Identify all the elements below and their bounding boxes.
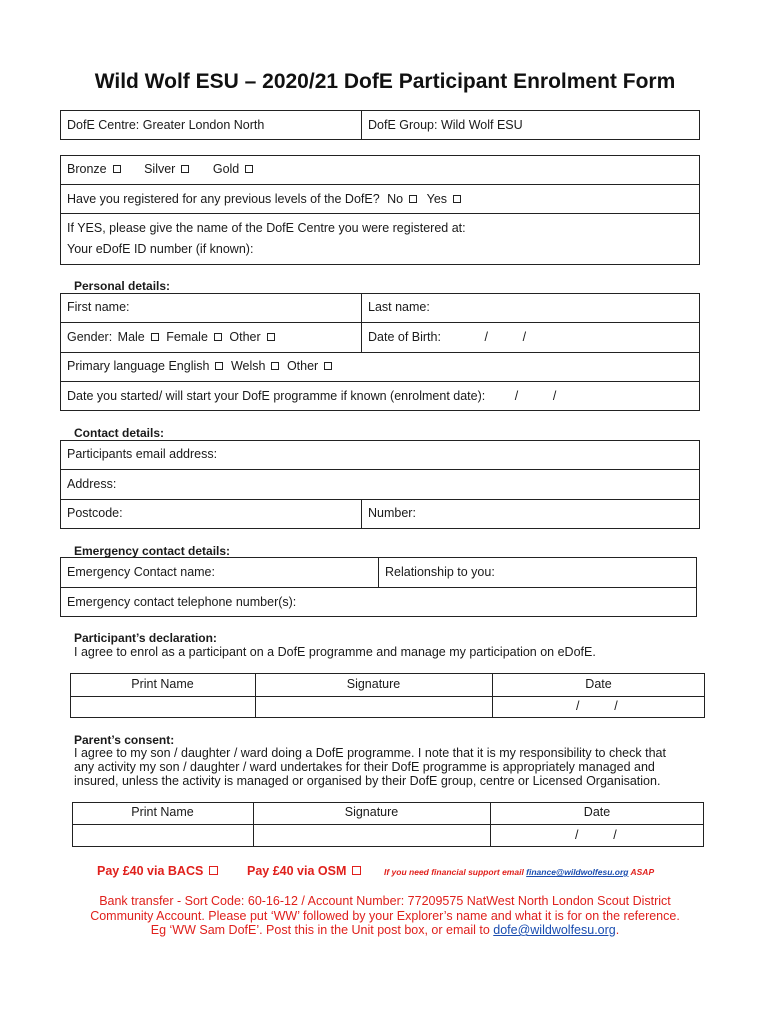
- checkbox-icon[interactable]: [215, 362, 223, 370]
- checkbox-icon[interactable]: [324, 362, 332, 370]
- declaration-date-input[interactable]: / /: [576, 699, 618, 713]
- previous-no-checkbox[interactable]: No: [387, 192, 417, 206]
- number-field[interactable]: Number:: [368, 506, 416, 520]
- dofe-group-label: DofE Group: Wild Wolf ESU: [368, 118, 523, 132]
- form-title: Wild Wolf ESU – 2020/21 DofE Participant Enrolment Form: [94, 70, 676, 93]
- consent-date-input[interactable]: / /: [575, 828, 617, 842]
- dofe-email-link[interactable]: dofe@wildwolfesu.org: [493, 923, 616, 937]
- other-gender-checkbox[interactable]: Other: [229, 330, 274, 344]
- dob-slashes: / /: [484, 330, 527, 344]
- checkbox-icon[interactable]: [181, 165, 189, 173]
- checkbox-icon[interactable]: [271, 362, 279, 370]
- checkbox-icon[interactable]: [113, 165, 121, 173]
- checkbox-icon[interactable]: [245, 165, 253, 173]
- bronze-checkbox[interactable]: Bronze: [67, 162, 121, 176]
- first-name-field[interactable]: First name:: [67, 300, 130, 314]
- checkbox-icon[interactable]: [352, 866, 361, 875]
- female-checkbox[interactable]: Female: [166, 330, 222, 344]
- declaration-signature-input[interactable]: [256, 697, 491, 717]
- bank-transfer-line-1: Bank transfer - Sort Code: 60-16-12 / Account Number: 77209575 NatWest North London Scout District: [99, 894, 671, 908]
- parent-consent-line-1: I agree to my son / daughter / ward doing a DofE programme. I note that it is my responsibility to check that: [74, 746, 666, 760]
- email-field[interactable]: Participants email address:: [67, 447, 218, 461]
- consent-date-header: Date: [583, 805, 611, 819]
- welsh-checkbox[interactable]: Welsh: [231, 359, 280, 373]
- emergency-contact-name-field[interactable]: Emergency Contact name:: [67, 565, 215, 579]
- silver-checkbox[interactable]: Silver: [144, 162, 189, 176]
- last-name-field[interactable]: Last name:: [368, 300, 430, 314]
- declaration-print-name-input[interactable]: [71, 697, 254, 717]
- edofe-id-prompt[interactable]: Your eDofE ID number (if known):: [67, 242, 254, 256]
- bank-transfer-line-2: Community Account. Please put ‘WW’ followed by your Explorer’s name and what it is for on the reference.: [90, 909, 680, 923]
- level-options: [67, 162, 253, 176]
- previous-yes-checkbox[interactable]: Yes: [427, 192, 461, 206]
- pay-osm-option[interactable]: Pay £40 via OSM: [247, 864, 361, 878]
- consent-signature-input[interactable]: [254, 825, 489, 846]
- participant-declaration-text: I agree to enrol as a participant on a DofE programme and manage my participation on eDofE.: [74, 645, 596, 659]
- parent-consent-line-3: insured, unless the activity is managed or organised by their DofE group, centre or Licensed Organisation.: [74, 774, 661, 788]
- checkbox-icon[interactable]: [214, 333, 222, 341]
- checkbox-icon[interactable]: [409, 195, 417, 203]
- previous-centre-prompt[interactable]: If YES, please give the name of the DofE Centre you were registered at:: [67, 221, 466, 235]
- checkbox-icon[interactable]: [453, 195, 461, 203]
- other-language-checkbox[interactable]: Other: [287, 359, 332, 373]
- english-checkbox[interactable]: English: [168, 359, 223, 373]
- declaration-date-header: Date: [585, 677, 612, 691]
- contact-details-heading: Contact details:: [74, 426, 165, 440]
- address-field[interactable]: Address:: [67, 477, 117, 491]
- consent-signature-header: Signature: [344, 805, 399, 819]
- bank-transfer-line-3: Eg ‘WW Sam DofE’. Post this in the Unit post box, or email to dofe@wildwolfesu.org.: [150, 923, 620, 937]
- dofe-centre-label: DofE Centre: Greater London North: [67, 118, 265, 132]
- enrolment-date-field[interactable]: Date you started/ will start your DofE programme if known (enrolment date): / /: [67, 389, 557, 403]
- pay-bacs-option[interactable]: Pay £40 via BACS: [97, 864, 218, 878]
- emergency-contact-heading: Emergency contact details:: [74, 544, 231, 558]
- gold-checkbox[interactable]: Gold: [213, 162, 253, 176]
- declaration-signature-header: Signature: [346, 677, 401, 691]
- gender-options: Gender: Male Female Other: [67, 330, 275, 344]
- male-checkbox[interactable]: Male: [118, 330, 159, 344]
- finance-email-link[interactable]: finance@wildwolfesu.org: [526, 867, 629, 877]
- enrolment-date-slashes: / /: [514, 389, 557, 403]
- checkbox-icon[interactable]: [267, 333, 275, 341]
- consent-print-name-input[interactable]: [73, 825, 252, 846]
- declaration-print-name-header: Print Name: [131, 677, 194, 691]
- postcode-field[interactable]: Postcode:: [67, 506, 123, 520]
- checkbox-icon[interactable]: [209, 866, 218, 875]
- date-of-birth-field[interactable]: Date of Birth: / /: [368, 330, 527, 344]
- consent-print-name-header: Print Name: [131, 805, 194, 819]
- parent-consent-heading: Parent’s consent:: [74, 733, 175, 747]
- financial-support-note: If you need financial support email finance@wildwolfesu.org ASAP: [384, 867, 655, 877]
- primary-language-options: Primary language English Welsh Other: [67, 359, 332, 373]
- previous-levels-question: Have you registered for any previous levels of the DofE? No Yes: [67, 192, 461, 206]
- emergency-phone-field[interactable]: Emergency contact telephone number(s):: [67, 595, 297, 609]
- personal-details-heading: Personal details:: [74, 279, 171, 293]
- checkbox-icon[interactable]: [151, 333, 159, 341]
- participant-declaration-heading: Participant’s declaration:: [74, 631, 217, 645]
- relationship-field[interactable]: Relationship to you:: [385, 565, 495, 579]
- parent-consent-line-2: any activity my son / daughter / ward undertakes for their DofE programme is appropriately managed and: [74, 760, 655, 774]
